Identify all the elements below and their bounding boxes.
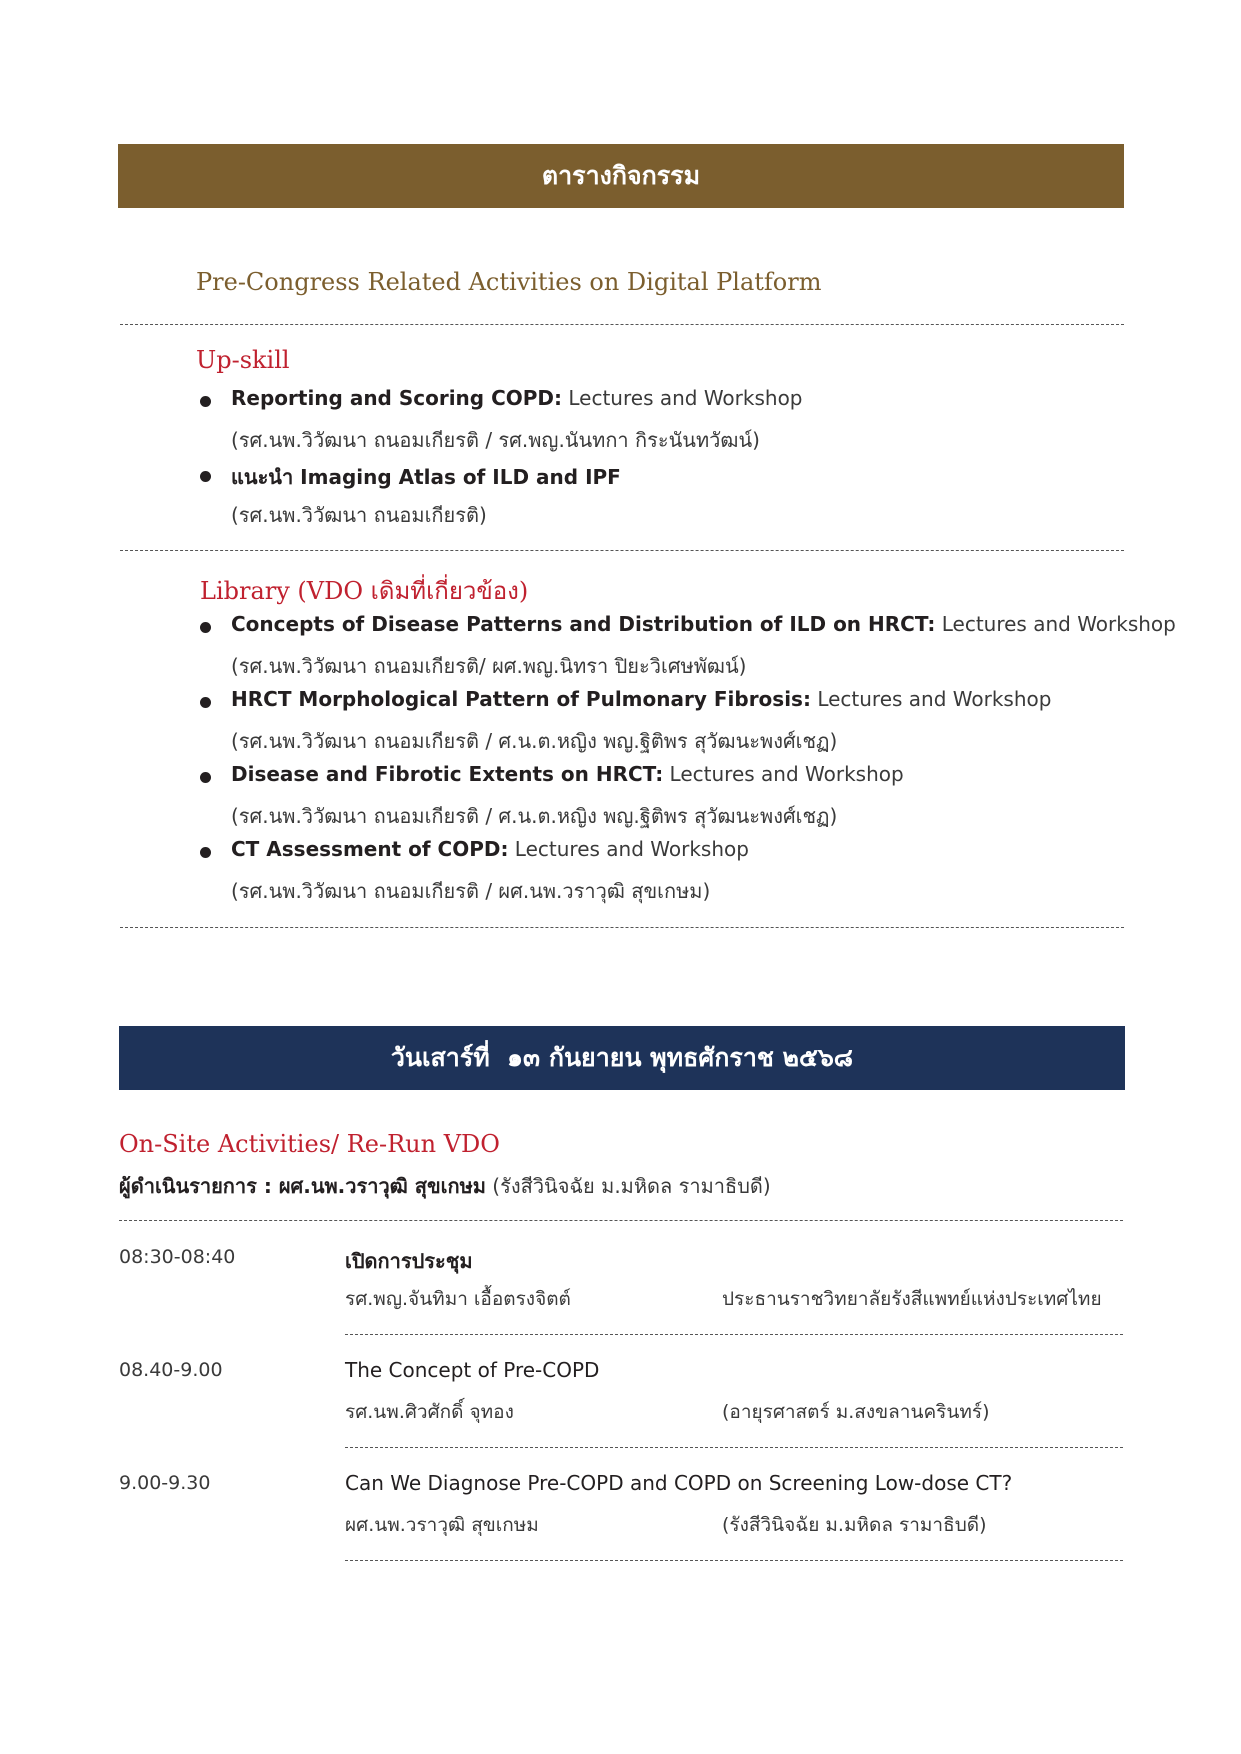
- schedule-header-bar: [118, 144, 1124, 208]
- moderator-label: ผู้ดำเนินรายการ : ผศ.นพ.วราวุฒิ สุขเกษม: [119, 1174, 486, 1198]
- bullet-icon: [200, 697, 211, 708]
- item-speakers: (รศ.นพ.วิวัฒนา ถนอมเกียรติ / รศ.พญ.นันทกา กิระนันทวัฒน์): [231, 428, 760, 452]
- item-speakers: (รศ.นพ.วิวัฒนา ถนอมเกียรติ / ศ.น.ต.หญิง พญ.ฐิติพร สุวัฒนะพงศ์เชฏ): [231, 729, 838, 753]
- session-speaker: ผศ.นพ.วราวุฒิ สุขเกษม: [345, 1514, 539, 1536]
- item-speakers: (รศ.นพ.วิวัฒนา ถนอมเกียรติ/ ผศ.พญ.นิทรา ปิยะวิเศษพัฒน์): [231, 654, 747, 678]
- item-title: HRCT Morphological Pattern of Pulmonary Fibrosis:: [231, 687, 811, 711]
- item-format: Lectures and Workshop: [562, 386, 803, 410]
- date-header-bar: [119, 1026, 1125, 1090]
- item-title: Reporting and Scoring COPD:: [231, 386, 563, 410]
- item-title: Concepts of Disease Patterns and Distribution of ILD on HRCT:: [231, 612, 936, 636]
- moderator-line: [119, 1170, 771, 1202]
- bullet-icon: [200, 847, 211, 858]
- session-speaker: รศ.นพ.ศิวศักดิ์ จุทอง: [345, 1401, 514, 1423]
- moderator-affiliation: (รังสีวินิจฉัย ม.มหิดล รามาธิบดี): [485, 1174, 771, 1198]
- divider: [345, 1334, 1123, 1335]
- bullet-icon: [200, 772, 211, 783]
- bullet-icon: [200, 396, 211, 407]
- divider: [120, 927, 1124, 928]
- onsite-title: On-Site Activities/ Re-Run VDO: [119, 1130, 500, 1158]
- divider: [119, 1220, 1123, 1221]
- session-time: 9.00-9.30: [119, 1472, 211, 1494]
- pre-congress-title: Pre-Congress Related Activities on Digital Platform: [196, 268, 822, 296]
- bullet-icon: [200, 622, 211, 633]
- session-title: เปิดการประชุม: [345, 1249, 473, 1273]
- session-time: 08:30-08:40: [119, 1246, 236, 1268]
- session-speaker: รศ.พญ.จันทิมา เอื้อตรงจิตต์: [345, 1288, 571, 1310]
- bullet-icon: [200, 471, 211, 482]
- item-format: Lectures and Workshop: [935, 612, 1176, 636]
- divider: [120, 550, 1124, 551]
- item-title: Disease and Fibrotic Extents on HRCT:: [231, 762, 664, 786]
- date-header-title: วันเสาร์ที่ ๑๓ กันยายน พุทธศักราช ๒๕๖๘: [390, 1043, 854, 1072]
- item-format: Lectures and Workshop: [508, 837, 749, 861]
- session-affiliation: ประธานราชวิทยาลัยรังสีแพทย์แห่งประเทศไทย: [722, 1288, 1102, 1310]
- item-format: Lectures and Workshop: [663, 762, 904, 786]
- session-title: The Concept of Pre-COPD: [345, 1358, 600, 1382]
- item-title: แนะนำ Imaging Atlas of ILD and IPF: [231, 465, 621, 489]
- item-speakers: (รศ.นพ.วิวัฒนา ถนอมเกียรติ / ศ.น.ต.หญิง พญ.ฐิติพร สุวัฒนะพงศ์เชฏ): [231, 804, 838, 828]
- item-title: CT Assessment of COPD:: [231, 837, 509, 861]
- upskill-title: Up-skill: [196, 346, 290, 374]
- item-format: Lectures and Workshop: [810, 687, 1052, 711]
- library-title: Library (VDO เดิมที่เกี่ยวข้อง): [200, 577, 529, 605]
- divider: [345, 1560, 1123, 1561]
- session-title: Can We Diagnose Pre-COPD and COPD on Screening Low-dose CT?: [345, 1471, 1013, 1495]
- schedule-header-title: ตารางกิจกรรม: [541, 161, 701, 190]
- divider: [120, 324, 1124, 325]
- session-affiliation: (รังสีวินิจฉัย ม.มหิดล รามาธิบดี): [722, 1514, 987, 1536]
- session-time: 08.40-9.00: [119, 1359, 223, 1381]
- session-affiliation: (อายุรศาสตร์ ม.สงขลานครินทร์): [722, 1401, 990, 1423]
- item-speakers: (รศ.นพ.วิวัฒนา ถนอมเกียรติ): [231, 503, 487, 527]
- item-speakers: (รศ.นพ.วิวัฒนา ถนอมเกียรติ / ผศ.นพ.วราวุฒิ สุขเกษม): [231, 879, 711, 903]
- divider: [345, 1447, 1123, 1448]
